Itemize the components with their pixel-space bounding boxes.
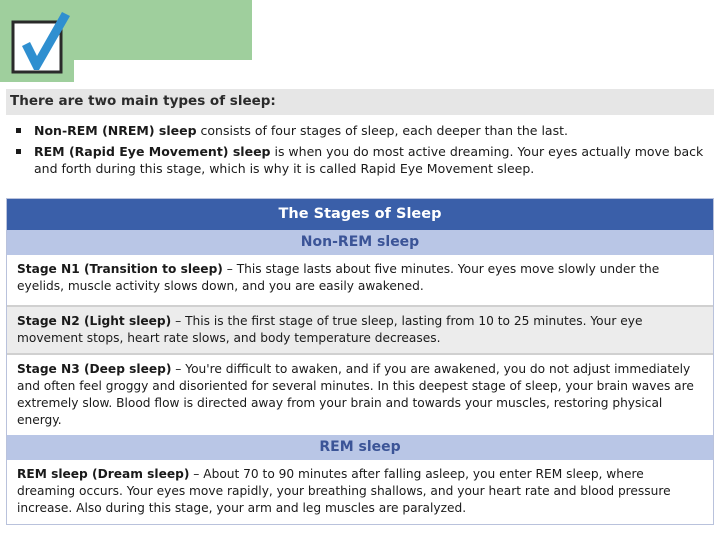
row-text: – This stage lasts about five minutes. Your eyes move slowly under the eyelids, muscle activity slows down, and you are easily awakened. — [17, 262, 660, 293]
table-title: The Stages of Sleep — [7, 199, 713, 230]
list-item-term: REM (Rapid Eye Movement) sleep — [34, 144, 271, 159]
intro-heading-bar — [6, 89, 714, 115]
table-row — [7, 353, 713, 435]
row-term: REM sleep (Dream sleep) — [17, 467, 190, 481]
list-item — [14, 122, 710, 139]
list-item-text: is when you do most active dreaming. Your eyes actually move back and forth during this stage, which is why it is called Rapid Eye Movement sleep. — [34, 144, 704, 176]
rem-section-header: REM sleep — [7, 435, 713, 460]
list-item — [14, 143, 710, 177]
row-term: Stage N3 (Deep sleep) — [17, 362, 172, 376]
table-row — [7, 255, 713, 305]
row-text: – About 70 to 90 minutes after falling asleep, you enter REM sleep, where dreaming occurs. Your eyes move rapidly, your breathing shallows, and your heart rate and blood pressure increase. Also during this stage, your arm and leg muscles are paralyzed. — [17, 467, 671, 515]
table-row — [7, 305, 713, 353]
list-item-term: Non-REM (NREM) sleep — [34, 123, 197, 138]
header-white-notch — [74, 60, 252, 82]
row-text: – This is the first stage of true sleep, lasting from 10 to 25 minutes. Your eye movement stops, heart rate slows, and body temperature decreases. — [17, 314, 643, 345]
intro-heading: There are two main types of sleep: — [10, 93, 276, 109]
list-item-text: consists of four stages of sleep, each deeper than the last. — [196, 123, 568, 138]
row-text: – You're difficult to awaken, and if you are awakened, you do not adjust immediately and often feel groggy and disoriented for several minutes. In this deepest stage of sleep, your brain waves are extremely slow. Blood flow is directed away from your brain and towards your muscles, restoring physical energy. — [17, 362, 694, 427]
sleep-types-list — [14, 122, 710, 181]
row-term: Stage N1 (Transition to sleep) — [17, 262, 223, 276]
row-term: Stage N2 (Light sleep) — [17, 314, 172, 328]
checkbox-checked-icon — [10, 8, 72, 76]
sleep-stages-table — [6, 198, 714, 525]
table-row — [7, 460, 713, 519]
nrem-section-header: Non-REM sleep — [7, 230, 713, 255]
